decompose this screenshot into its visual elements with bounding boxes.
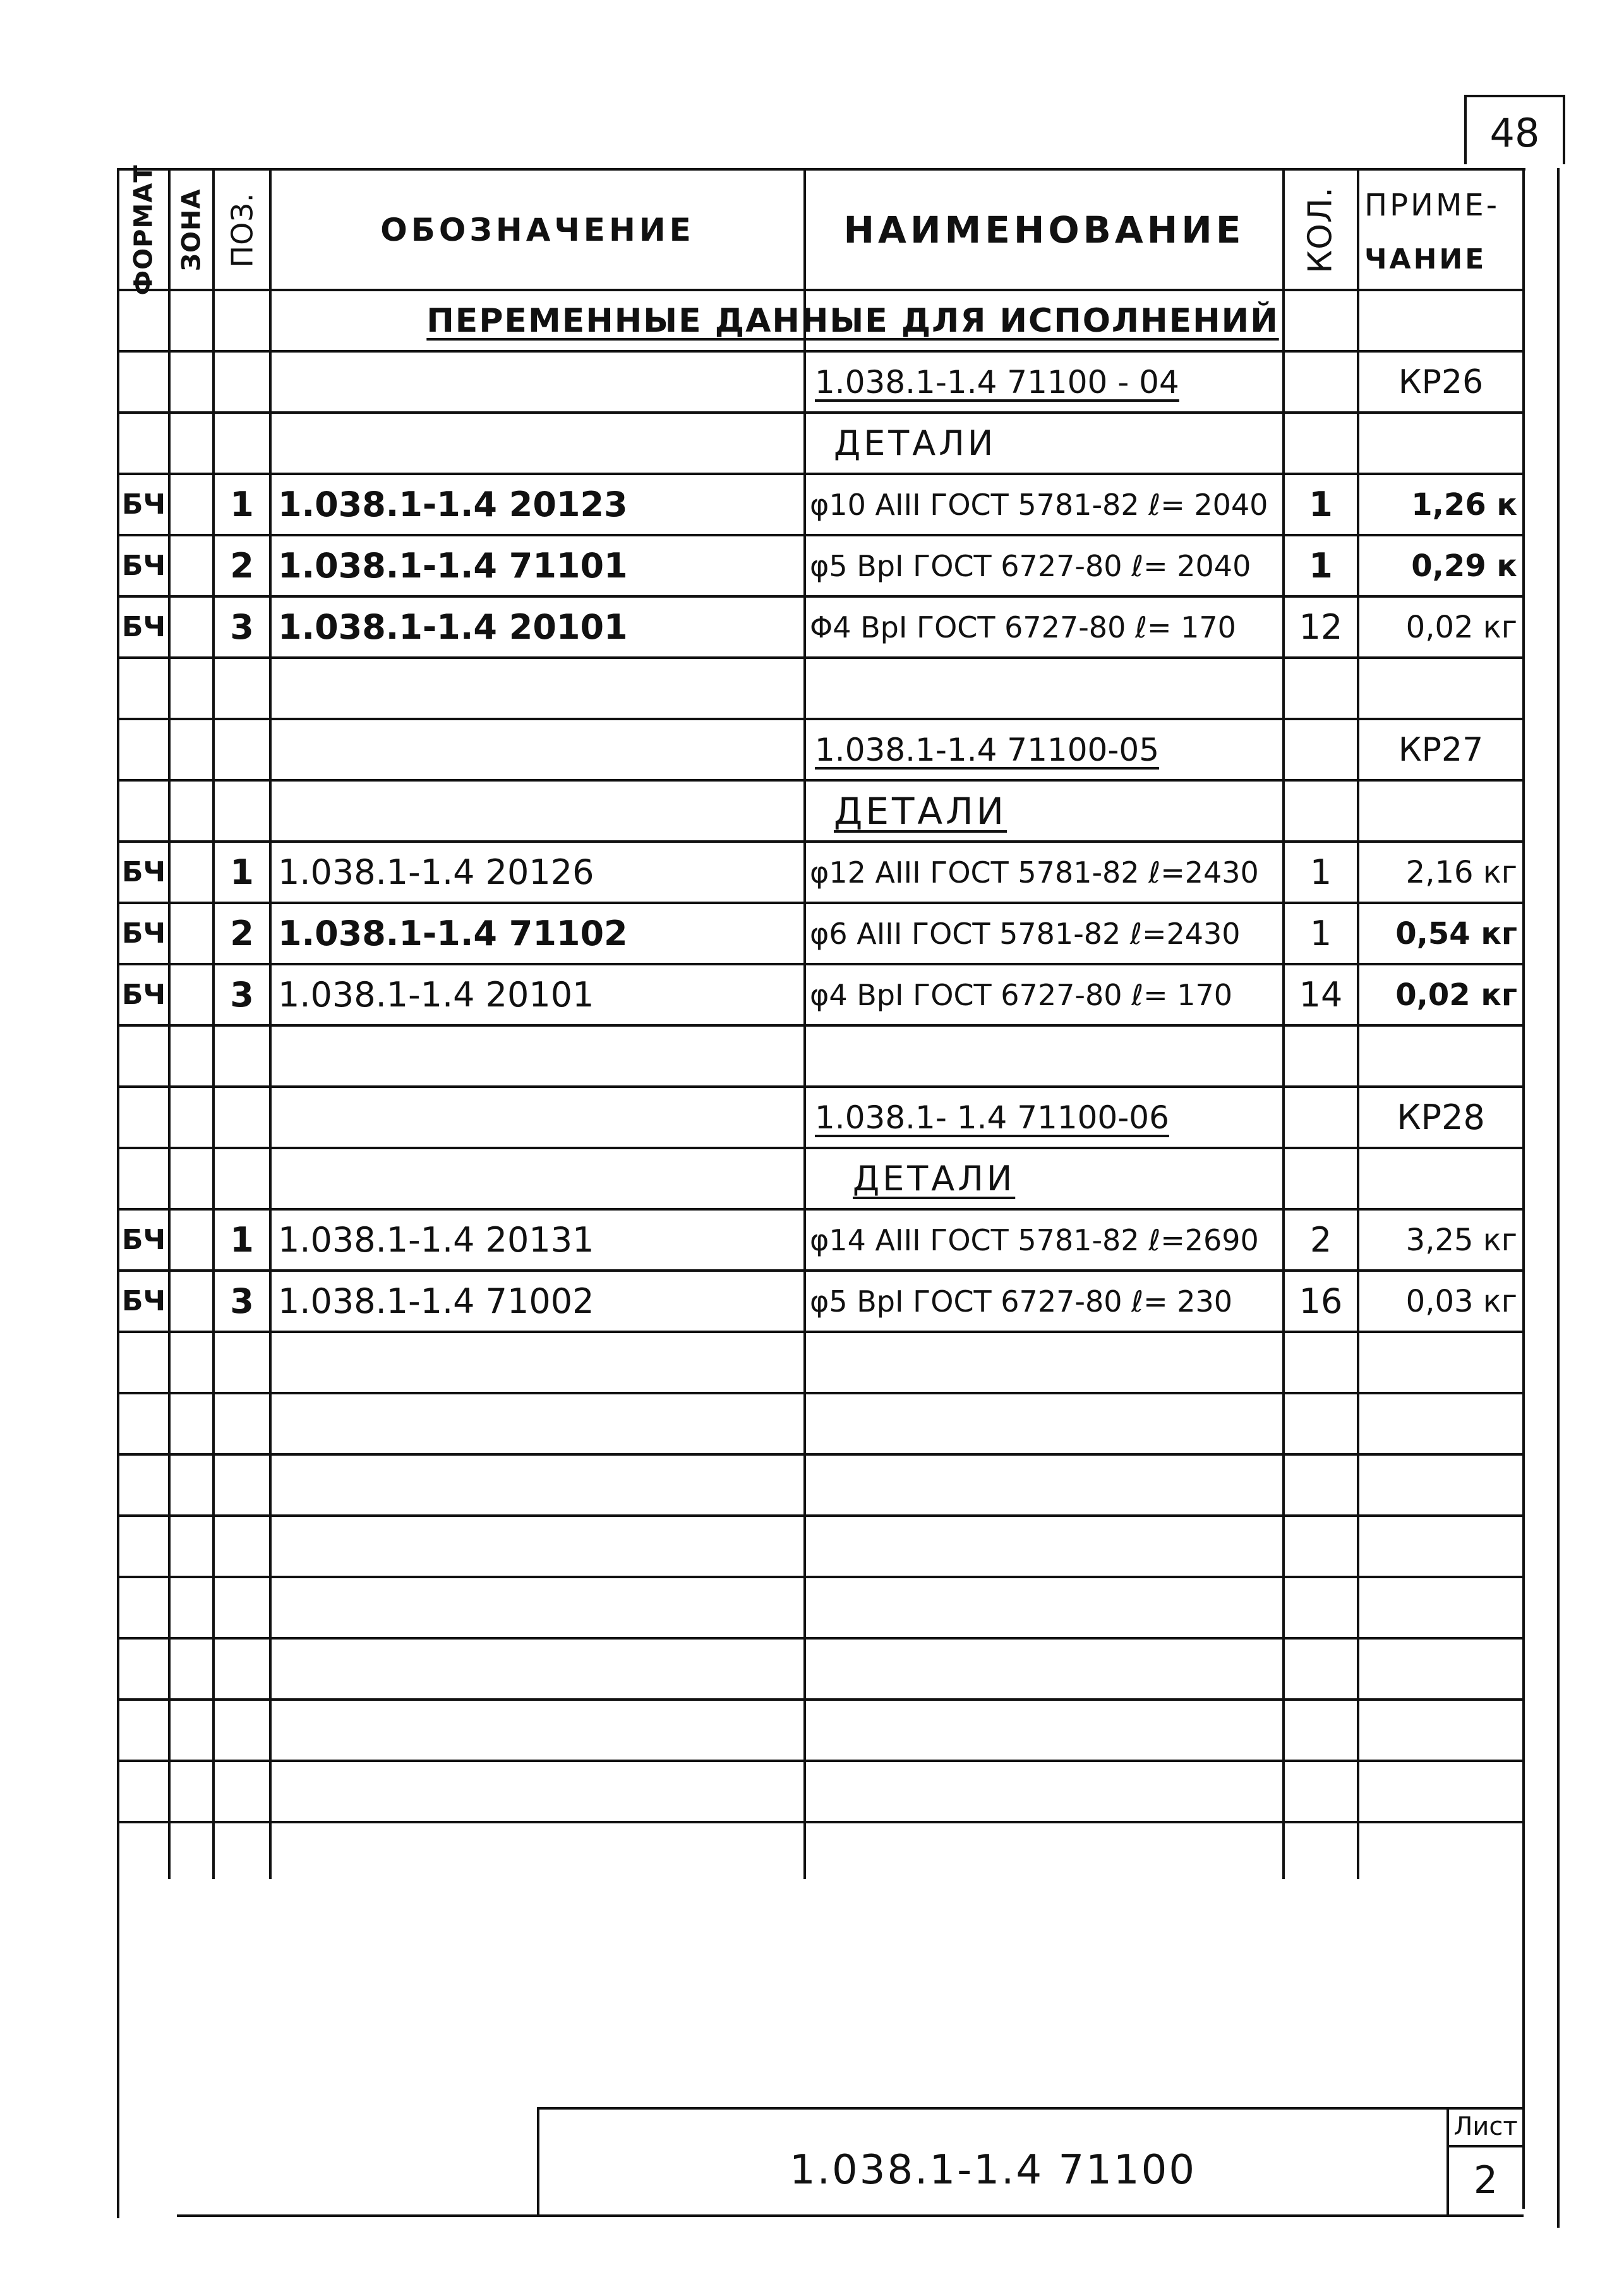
frame-bottom-border xyxy=(177,2214,1524,2217)
cell-name: φ5 ВрI ГОСТ 6727-80 ℓ= 2040 xyxy=(810,548,1251,583)
sheet-label: Лист xyxy=(1453,2112,1518,2141)
cell-format: БЧ xyxy=(121,856,166,888)
row-line xyxy=(117,1147,1524,1149)
cell-name: φ12 АIII ГОСТ 5781-82 ℓ=2430 xyxy=(810,855,1259,890)
cell-designation: 1.038.1-1.4 20101 xyxy=(278,975,594,1015)
cell-qty: 1 xyxy=(1309,852,1332,892)
row-line xyxy=(117,1453,1524,1456)
cell-designation: 1.038.1-1.4 20101 xyxy=(278,607,628,647)
variant-code: 1.038.1- 1.4 71100-06 xyxy=(815,1099,1169,1136)
cell-name: φ14 АIII ГОСТ 5781-82 ℓ=2690 xyxy=(810,1223,1259,1257)
cell-name: φ10 АIII ГОСТ 5781-82 ℓ= 2040 xyxy=(810,487,1268,522)
cell-format: БЧ xyxy=(121,1285,166,1317)
cell-qty: 1 xyxy=(1309,914,1332,953)
cell-format: БЧ xyxy=(121,917,166,950)
variant-code: 1.038.1-1.4 71100 - 04 xyxy=(815,363,1179,401)
sheet-value: 2 xyxy=(1473,2158,1498,2202)
cell-format: БЧ xyxy=(121,488,166,521)
cell-format: БЧ xyxy=(121,611,166,643)
variant-note: КР28 xyxy=(1397,1097,1485,1137)
col-line-designation xyxy=(803,168,806,1879)
row-line xyxy=(117,1698,1524,1701)
section-title: ПЕРЕМЕННЫЕ ДАННЫЕ ДЛЯ ИСПОЛНЕНИЙ xyxy=(426,301,1279,340)
cell-name: φ6 АIII ГОСТ 5781-82 ℓ=2430 xyxy=(810,916,1241,951)
cell-note: 0,54 кг xyxy=(1395,915,1517,951)
title-block-top xyxy=(537,2107,1524,2110)
cell-pos: 3 xyxy=(230,1281,254,1321)
variant-subheading: ДЕТАЛИ xyxy=(853,1159,1016,1199)
sheet-number-box-top xyxy=(1464,95,1565,97)
variant-subheading: ДЕТАЛИ xyxy=(834,789,1007,833)
cell-pos: 1 xyxy=(230,485,254,524)
cell-format: БЧ xyxy=(121,550,166,582)
row-line xyxy=(117,1637,1524,1640)
cell-note: 0,03 кг xyxy=(1405,1283,1517,1319)
cell-qty: 1 xyxy=(1309,546,1333,586)
header-name: НАИМЕНОВАНИЕ xyxy=(843,208,1245,251)
cell-pos: 2 xyxy=(230,546,254,586)
header-note-line2: ЧАНИЕ xyxy=(1364,243,1487,275)
cell-pos: 3 xyxy=(230,607,254,647)
cell-note: 3,25 кг xyxy=(1405,1222,1517,1258)
cell-qty: 16 xyxy=(1299,1281,1343,1321)
cell-designation: 1.038.1-1.4 20123 xyxy=(278,485,628,524)
variant-note: КР26 xyxy=(1398,363,1484,401)
cell-pos: 2 xyxy=(230,914,254,953)
col-line-format xyxy=(168,168,171,1879)
cell-qty: 2 xyxy=(1309,1220,1332,1260)
cell-format: БЧ xyxy=(121,1224,166,1256)
cell-pos: 1 xyxy=(230,852,254,892)
row-line xyxy=(117,411,1524,414)
col-line-pos xyxy=(269,168,272,1879)
header-note-line1: ПРИМЕ- xyxy=(1364,188,1500,223)
header-format: ФОРМАТ xyxy=(129,164,159,296)
row-line xyxy=(117,1576,1524,1578)
cell-qty: 14 xyxy=(1299,975,1343,1015)
cell-qty: 1 xyxy=(1309,485,1333,524)
sheet-number: 48 xyxy=(1489,109,1540,156)
cell-note: 1,26 к xyxy=(1411,486,1517,522)
header-pos: ПОЗ. xyxy=(225,192,260,267)
variant-note: КР27 xyxy=(1398,730,1484,769)
cell-designation: 1.038.1-1.4 20131 xyxy=(278,1220,594,1260)
cell-pos: 1 xyxy=(230,1220,254,1260)
sheet-number-box-right xyxy=(1563,95,1565,164)
row-line xyxy=(117,1514,1524,1517)
row-line xyxy=(117,1024,1524,1027)
cell-qty: 12 xyxy=(1299,607,1343,647)
cell-note: 0,29 к xyxy=(1411,548,1517,584)
variant-code: 1.038.1-1.4 71100-05 xyxy=(815,731,1160,768)
header-designation: ОБОЗНАЧЕНИЕ xyxy=(380,211,695,248)
cell-note: 0,02 кг xyxy=(1395,977,1517,1013)
header-zone: ЗОНА xyxy=(177,188,207,271)
cell-name: φ5 ВрI ГОСТ 6727-80 ℓ= 230 xyxy=(810,1284,1233,1319)
row-line xyxy=(117,1760,1524,1762)
frame-outer-right-border xyxy=(1557,168,1560,2228)
row-line xyxy=(117,1331,1524,1333)
cell-note: 0,02 кг xyxy=(1405,609,1517,645)
header-qty: КОЛ. xyxy=(1302,186,1340,274)
cell-name: φ4 ВрI ГОСТ 6727-80 ℓ= 170 xyxy=(810,977,1233,1012)
cell-note: 2,16 кг xyxy=(1405,854,1517,890)
cell-designation: 1.038.1-1.4 71102 xyxy=(278,914,628,953)
variant-subheading: ДЕТАЛИ xyxy=(834,423,997,463)
document-code: 1.038.1-1.4 71100 xyxy=(789,2147,1197,2194)
cell-name: Φ4 ВрI ГОСТ 6727-80 ℓ= 170 xyxy=(810,610,1236,644)
cell-designation: 1.038.1-1.4 20126 xyxy=(278,852,594,892)
cell-designation: 1.038.1-1.4 71002 xyxy=(278,1281,594,1321)
row-line xyxy=(117,1392,1524,1394)
row-line xyxy=(117,656,1524,659)
row-line xyxy=(117,779,1524,782)
cell-pos: 3 xyxy=(230,975,254,1015)
cell-designation: 1.038.1-1.4 71101 xyxy=(278,546,628,586)
row-line xyxy=(117,1821,1524,1823)
cell-format: БЧ xyxy=(121,979,166,1011)
